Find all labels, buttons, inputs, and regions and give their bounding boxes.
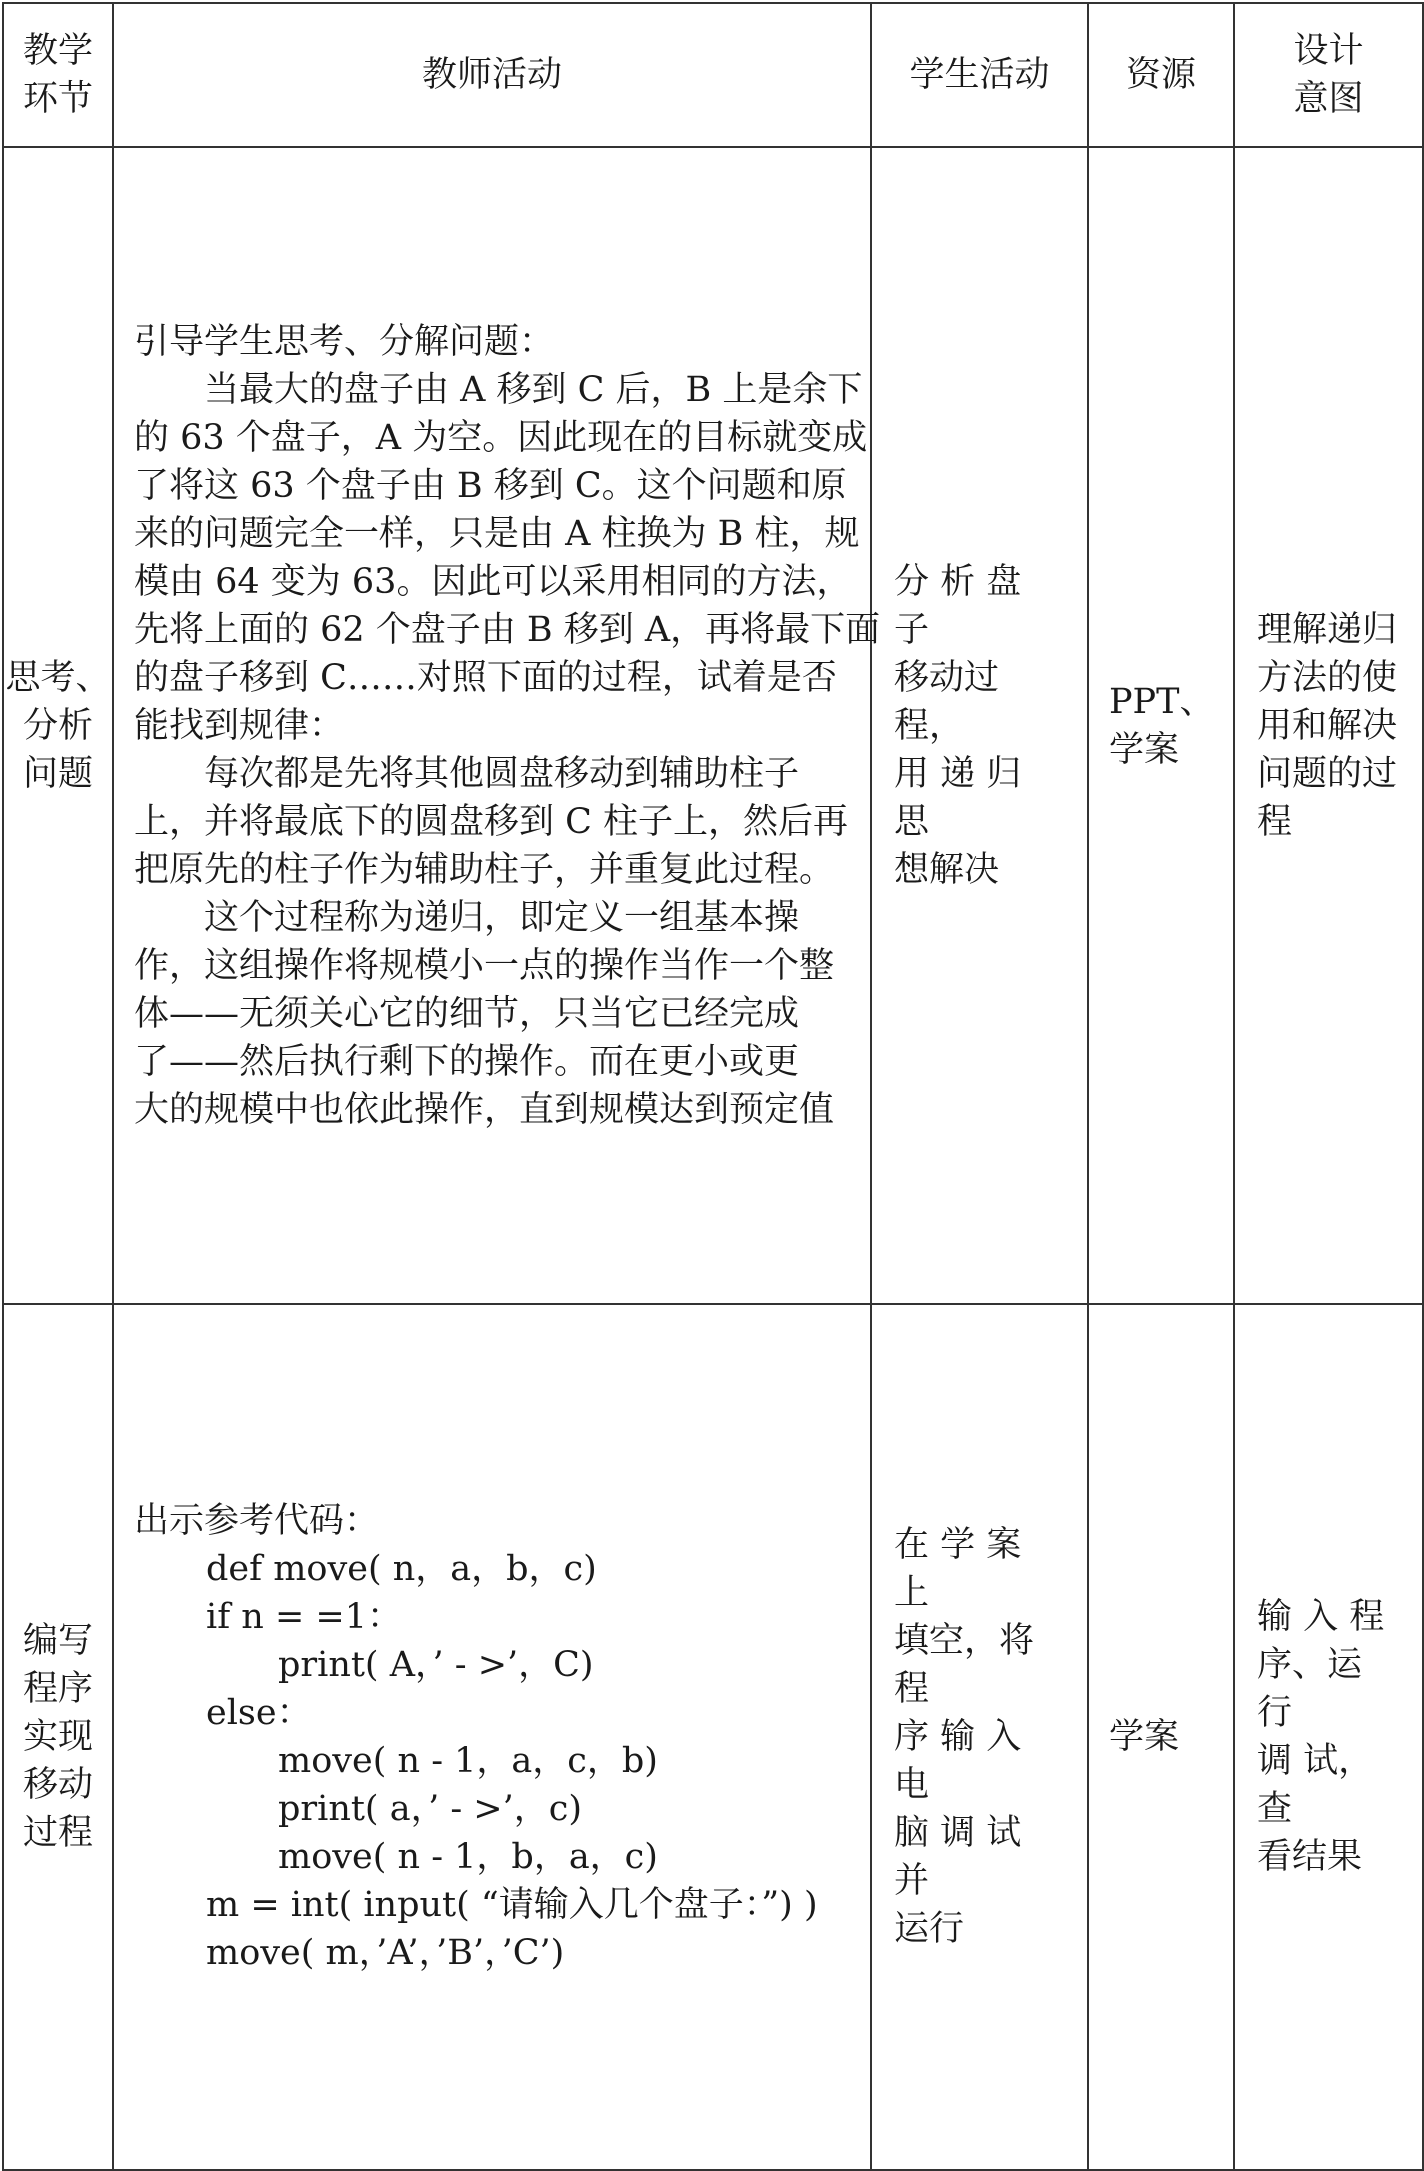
resource-cell: 学案 [1088, 1304, 1234, 2170]
stage-cell: 编写 程序 实现 移动 过程 [3, 1304, 113, 2170]
header-resource: 资源 [1088, 3, 1234, 147]
header-row [3, 3, 1423, 147]
teacher-activity-cell: 引导学生思考、分解问题： 当最大的盘子由 A 移到 C 后，B 上是余下 的 63 个盘子，A 为空。因此现在的目标就变成 了将这 63 个盘子由 B 移到 C。这个问题和原 来的问题完全一样，只是由 A 柱换为 B 柱，规 模由 64 变为 63。因此可以采用相同的方法， 先将上面的 62 个盘子由 B 移到 A，再将最下面 的盘子移到 C……对照下面的过程，试着是否 能找到规律： 每次都是先将其他圆盘移动到辅助柱子 上，并将最底下的圆盘移到 C 柱子上，然后再 把原先的柱子作为辅助柱子，并重复此过程。 这个过程称为递归，即定义一组基本操 作，这组操作将规模小一点的操作当作一个整 体——无须关心它的细节，只当它已经完成 了——然后执行剩下的操作。而在更小或更 大的规模中也依此操作，直到规模达到预定值 [113, 147, 871, 1304]
student-activity-cell: 分 析 盘 子 移动过程， 用 递 归 思 想解决 [871, 147, 1088, 1304]
header-stage: 教学 环节 [3, 3, 113, 147]
table-row [3, 147, 1423, 1304]
lesson-plan-table [2, 2, 1424, 2171]
header-intent: 设计 意图 [1234, 3, 1423, 147]
header-teacher: 教师活动 [113, 3, 871, 147]
student-activity-cell: 在 学 案 上 填空，将程 序 输 入 电 脑 调 试 并 运行 [871, 1304, 1088, 2170]
table-row [3, 1304, 1423, 2170]
design-intent-cell: 输 入 程 序、运 行 调 试，查 看结果 [1234, 1304, 1423, 2170]
resource-cell: PPT、 学案 [1088, 147, 1234, 1304]
design-intent-cell: 理解递归 方法的使 用和解决 问题的过 程 [1234, 147, 1423, 1304]
teacher-activity-cell: 出示参考代码： def move( n，a，b，c) if n = =1： print( A，’ - >’，C) else： move( n - 1，a，c，b) print( a，’ - >’，c) move( n - 1，b，a，c) m = int( input( “请输入几个盘子：”) ) move( m，’A’，’B’，’C’) [113, 1304, 871, 2170]
stage-cell: 思考、 分析 问题 [3, 147, 113, 1304]
header-student: 学生活动 [871, 3, 1088, 147]
